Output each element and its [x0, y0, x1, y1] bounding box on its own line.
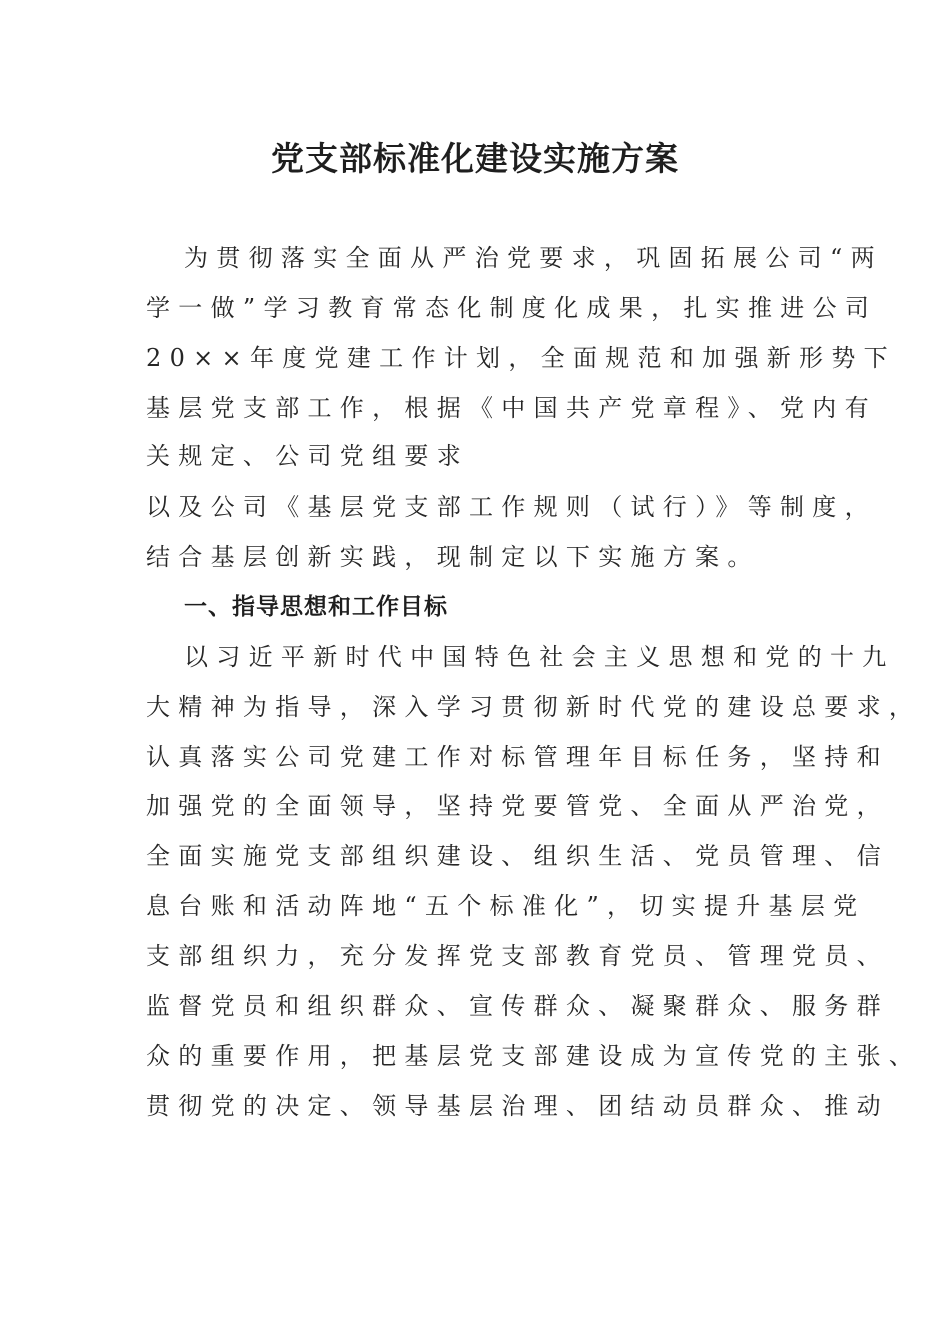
paragraph-line: 加强党的全面领导，坚持党要管党、全面从严治党，	[146, 792, 889, 820]
paragraph-line: 贯彻党的决定、领导基层治理、团结动员群众、推动	[146, 1092, 889, 1120]
paragraph-line: 以习近平新时代中国特色社会主义思想和党的十九	[184, 643, 895, 671]
section-heading: 一、指导思想和工作目标	[184, 594, 448, 620]
paragraph-line: 大精神为指导，深入学习贯彻新时代党的建设总要求，	[146, 693, 922, 721]
paragraph-line: 认真落实公司党建工作对标管理年目标任务，坚持和	[146, 743, 889, 771]
paragraph-line: 以及公司《基层党支部工作规则（试行）》等制度，	[146, 493, 877, 521]
paragraph-line: 结合基层创新实践，现制定以下实施方案。	[146, 543, 760, 571]
paragraph-line: 息台账和活动阵地“五个标准化”，切实提升基层党	[146, 892, 866, 920]
paragraph-line: 基层党支部工作，根据《中国共产党章程》、党内有	[146, 394, 877, 422]
paragraph-line: 全面实施党支部组织建设、组织生活、党员管理、信	[146, 842, 889, 870]
document-title: 党支部标准化建设实施方案	[271, 139, 679, 178]
paragraph-line: 支部组织力，充分发挥党支部教育党员、管理党员、	[146, 942, 889, 970]
paragraph-line: 学一做”学习教育常态化制度化成果，扎实推进公司	[146, 294, 878, 322]
paragraph-line: 监督党员和组织群众、宣传群众、凝聚群众、服务群	[146, 992, 889, 1020]
paragraph-line: 为贯彻落实全面从严治党要求，巩固拓展公司“两	[184, 244, 883, 272]
paragraph-line: 关规定、公司党组要求	[146, 442, 469, 470]
paragraph-line: 20××年度党建工作计划，全面规范和加强新形势下	[146, 344, 896, 372]
paragraph-line: 众的重要作用，把基层党支部建设成为宣传党的主张、	[146, 1042, 922, 1070]
